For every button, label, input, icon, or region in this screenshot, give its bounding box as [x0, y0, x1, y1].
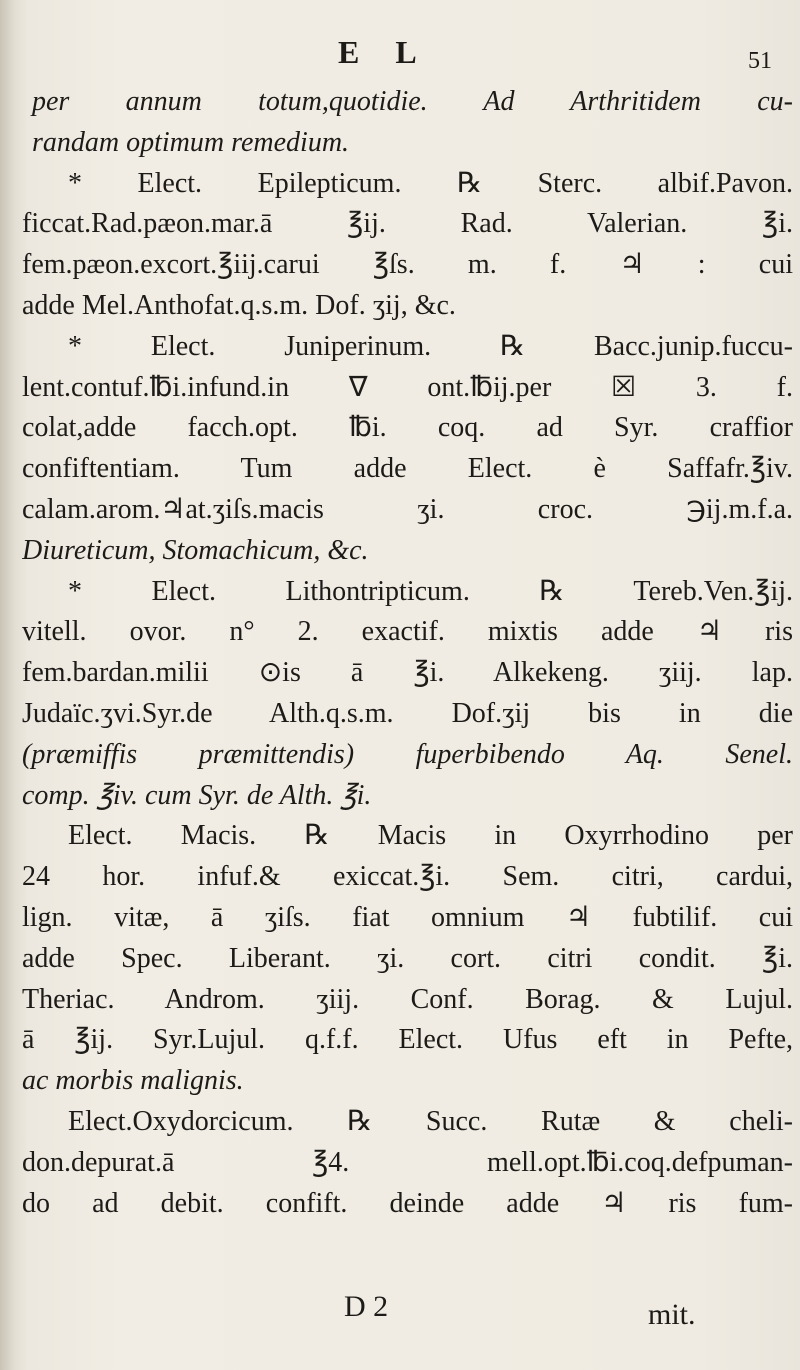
text-line: don.depurat.ā ℥4. mell.opt.℔i.coq.defpuman-: [22, 1146, 793, 1178]
text-line: confiftentiam. Tum adde Elect. è Saffafr.℥iv.: [22, 453, 793, 485]
text-line: (præmiffis præmittendis) fuperbibendo Aq. Senel.: [22, 738, 793, 770]
text-line: * Elect. Lithontripticum. ℞ Tereb.Ven.℥ij.: [68, 575, 793, 607]
text-line: Diureticum, Stomachicum, &c.: [22, 534, 369, 566]
page-gutter: [0, 0, 14, 1370]
page-number: 51: [748, 48, 772, 74]
text-line: 24 hor. infuf.& exiccat.℥i. Sem. citri, cardui,: [22, 861, 793, 893]
running-head: E L: [338, 34, 431, 70]
text-line: per annum totum,quotidie. Ad Arthritidem cu-: [32, 86, 793, 117]
page-header: [0, 34, 800, 84]
text-line: * Elect. Epilepticum. ℞ Sterc. albif.Pavon.: [68, 167, 793, 199]
signature-mark: D 2: [344, 1290, 389, 1323]
text-line: ficcat.Rad.pæon.mar.ā ℥ij. Rad. Valerian. ℥i.: [22, 208, 793, 240]
text-line: calam.arom.♃at.ʒiſs.macis ʒi. croc. ℈ij.m.f.a.: [22, 493, 793, 525]
text-line: lent.contuf.℔i.infund.in ∇ ont.℔ij.per ☒ 3. f.: [22, 371, 793, 403]
text-line: ā ℥ij. Syr.Lujul. q.f.f. Elect. Ufus eft in Pefte,: [22, 1024, 793, 1056]
text-line: colat,adde facch.opt. ℔i. coq. ad Syr. craffior: [22, 412, 793, 444]
text-line: adde Spec. Liberant. ʒi. cort. citri condit. ℥i.: [22, 942, 793, 974]
catchword: mit.: [648, 1298, 696, 1331]
body-text: [22, 82, 797, 1224]
text-line: * Elect. Juniperinum. ℞ Bacc.junip.fuccu-: [68, 330, 793, 362]
text-line: Elect.Oxydorcicum. ℞ Succ. Rutæ & cheli-: [68, 1105, 793, 1137]
text-line: lign. vitæ, ā ʒiſs. fiat omnium ♃ fubtilif. cui: [22, 901, 793, 933]
text-line: Theriac. Androm. ʒiij. Conf. Borag. & Lujul.: [22, 983, 793, 1015]
page-footer: [0, 1290, 800, 1340]
text-line: Elect. Macis. ℞ Macis in Oxyrrhodino per: [68, 820, 793, 852]
text-line: Judaïc.ʒvi.Syr.de Alth.q.s.m. Dof.ʒij bis in die: [22, 697, 793, 729]
text-line: randam optimum remedium.: [32, 126, 350, 158]
text-line: comp. ℥iv. cum Syr. de Alth. ℥i.: [22, 779, 372, 811]
text-line: fem.bardan.milii ⊙is ā ℥i. Alkekeng. ʒiij. lap.: [22, 657, 793, 689]
text-line: ac morbis malignis.: [22, 1065, 244, 1097]
text-line: vitell. ovor. n° 2. exactif. mixtis adde ♃ ris: [22, 616, 793, 648]
text-line: adde Mel.Anthofat.q.s.m. Dof. ʒij, &c.: [22, 289, 456, 321]
text-line: fem.pæon.excort.℥iij.carui ℥ſs. m. f. ♃ : cui: [22, 249, 793, 281]
text-line: do ad debit. confift. deinde adde ♃ ris fum-: [22, 1187, 793, 1219]
